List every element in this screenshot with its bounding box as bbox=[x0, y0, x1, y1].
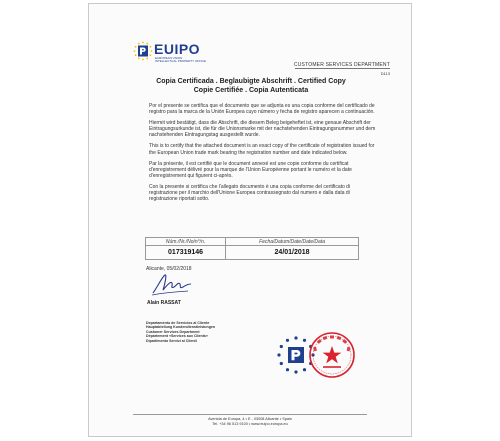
paragraph-de: Hiermit wird bestätigt, dass die Abschrift, die diesem Beleg beigeheftet ist, eine genaue Abschrift der Eintragungsurkunde ist, die für die Unionsmarke mit der nachstehenden Eintragungsnummer und dem nachstehenden Eintragungstag ausgestellt wurde. bbox=[149, 120, 376, 139]
paragraph-it: Con la presente si certifica che l'allegato documento è una copia conforme del certificato di registrazione per il marchio dell'Unione Europea contrassegnato dal numero e dalla data di registrazione riportati sotto. bbox=[149, 183, 351, 203]
certificate-page bbox=[88, 3, 412, 437]
department-de: Hauptabteilung Kundendienstleistungen bbox=[146, 325, 216, 330]
footer-divider bbox=[133, 414, 367, 415]
euipo-logo-icon bbox=[133, 41, 153, 61]
place-and-date: Alicante, 05/02/2018 bbox=[146, 266, 192, 272]
handwritten-signature bbox=[150, 272, 194, 298]
company-seal-stamp bbox=[308, 331, 356, 379]
department-it: Dipartimento Servizi ai Clienti bbox=[146, 338, 197, 343]
department-es: Departamento de Servicios al Cliente bbox=[146, 321, 210, 325]
logo-name: EUIPO bbox=[154, 41, 201, 57]
department-heading: CUSTOMER SERVICES DEPARTMENT bbox=[293, 62, 390, 68]
logo-subtitle-1: EUROPEAN UNION bbox=[155, 56, 183, 60]
document-code: D113 bbox=[380, 71, 390, 76]
title-line-2: Copie Certifiée . Copia Autenticata bbox=[193, 87, 309, 94]
logo-subtitle-2: INTELLECTUAL PROPERTY OFFICE bbox=[155, 59, 206, 63]
certified-copy-titles bbox=[129, 77, 373, 95]
signatory-name: Alain RASSAT bbox=[147, 300, 181, 306]
euipo-logo bbox=[133, 40, 229, 62]
registration-date-header: Fecha/Datum/Date/Date/Data bbox=[226, 238, 359, 246]
paragraph-en: This is to certify that the attached document is an exact copy of the certificate of registration issued for the European Union trade mark bearing the registration number and date indicated below. bbox=[149, 143, 375, 156]
registration-date: 24/01/2018 bbox=[226, 246, 359, 260]
certification-text bbox=[149, 103, 379, 207]
paragraph-fr: Par la présente, il est certifié que le document annexé est une copie conforme du certificat d'enregistrement délivré pour la marque de l'Union Européenne portant le numéro et la date d'enregistrement qui figurent ci-après. bbox=[149, 160, 352, 179]
footer-contact: Tel. +34 96 513 9100 • www.euipo.europa.eu bbox=[212, 422, 288, 426]
department-fr: Département «Services aux Clients» bbox=[146, 334, 208, 339]
department-en: Customer Services Department bbox=[146, 329, 200, 334]
registration-number: 017319146 bbox=[146, 246, 226, 260]
department-names bbox=[146, 321, 215, 343]
header-divider bbox=[295, 68, 390, 69]
footer-address: Avenida de Europa, 4 • E - 03008 Alicante • Spain bbox=[208, 417, 292, 421]
registration-table bbox=[145, 237, 359, 260]
paragraph-es: Por el presente se certifica que el documento que se adjunta es una copia conforme del certificado de registro para la marca de la Unión Europea cuyo número y fecha de registro aparecen a continuación. bbox=[149, 103, 375, 116]
title-line-1: Copia Certificada . Beglaubigte Abschrift . Certified Copy bbox=[156, 78, 346, 85]
footer bbox=[89, 417, 411, 427]
registration-number-header: Núm./Nr./No/n°/n. bbox=[146, 238, 226, 246]
